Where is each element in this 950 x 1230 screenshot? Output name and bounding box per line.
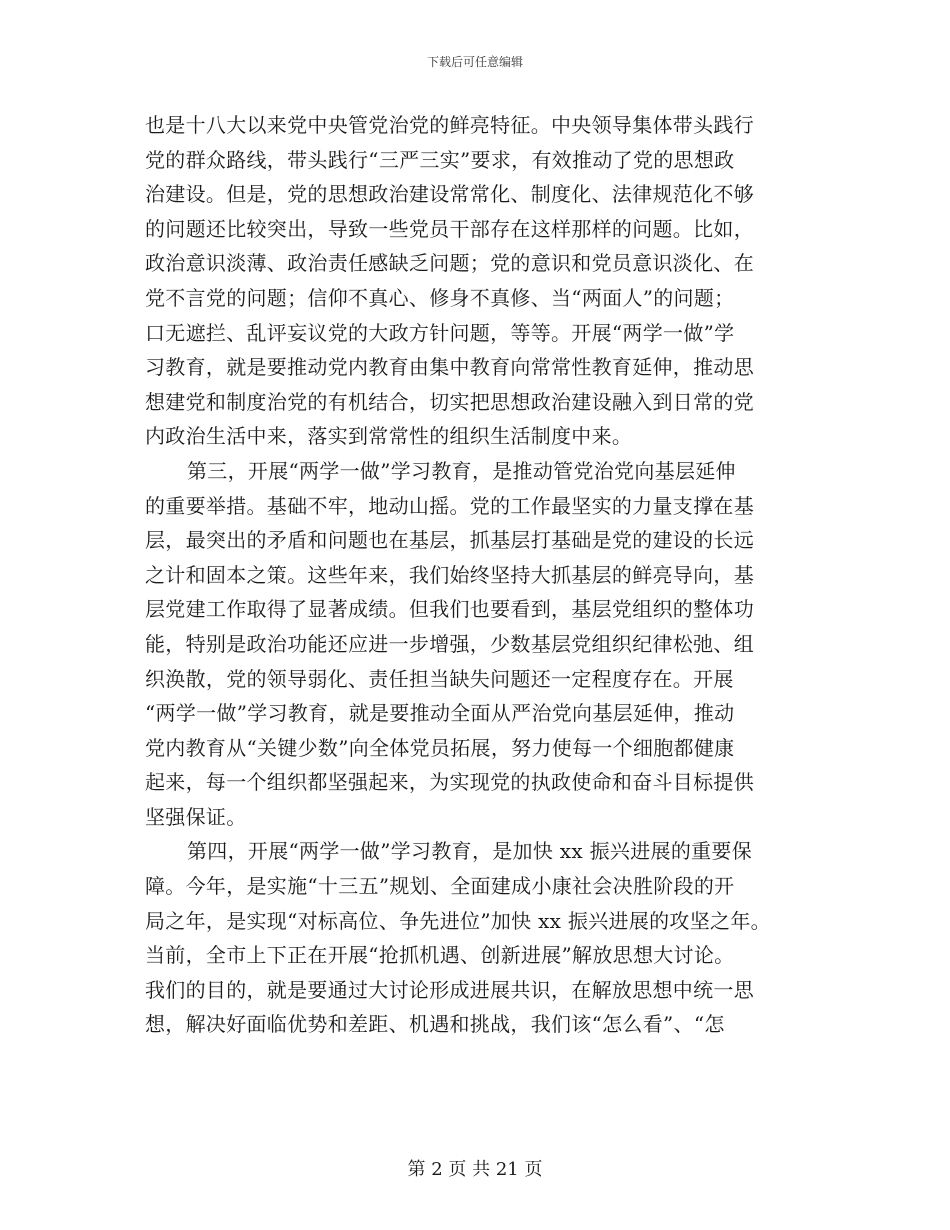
text-line: 也是十八大以来党中央管党治党的鲜亮特征。中央领导集体带头践行 xyxy=(145,113,754,137)
text-line: 的重要举措。基础不牢，地动山摇。党的工作最坚实的力量支撑在基 xyxy=(145,493,754,518)
text-line: 坚强保证。 xyxy=(145,804,247,829)
paragraph-start-line: 第三，开展“两学一做”学习教育，是推动管党治党向基层延伸 xyxy=(187,458,736,483)
text-line: 障。今年，是实施“十三五”规划、全面建成小康社会决胜阶段的开 xyxy=(145,874,735,899)
text-line: 之计和固本之策。这些年来，我们始终坚持大抓基层的鲜亮导向，基 xyxy=(145,562,754,587)
text-line: “两学一做”学习教育，就是要推动全面从严治党向基层延伸，推动 xyxy=(145,701,735,726)
text-line: 我们的目的，就是要通过大讨论形成进展共识，在解放思想中统一思 xyxy=(145,977,754,1002)
text-line: 织涣散，党的领导弱化、责任担当缺失问题还一定程度存在。开展 xyxy=(145,666,734,691)
text-line: 党内教育从“关键少数”向全体党员拓展，努力使每一个细胞都健康 xyxy=(145,735,735,760)
text-line: 内政治生活中来，落实到常常性的组织生活制度中来。 xyxy=(145,424,633,449)
text-line: 的问题还比较突出，导致一些党员干部存在这样那样的问题。比如， xyxy=(145,216,754,241)
text-line: 起来，每一个组织都坚强起来，为实现党的执政使命和奋斗目标提供 xyxy=(145,770,754,795)
text-line: 局之年，是实现“对标高位、争先进位”加快 xx 振兴进展的攻坚之年。 xyxy=(145,908,771,933)
paragraph-start-line: 第四，开展“两学一做”学习教育，是加快 xx 振兴进展的重要保 xyxy=(187,839,753,864)
page-number: 第 2 页 共 21 页 xyxy=(407,1159,543,1180)
page-header-note: 下载后可任意编辑 xyxy=(426,55,523,69)
text-line: 政治意识淡薄、政治责任感缺乏问题；党的意识和党员意识淡化、在 xyxy=(145,251,754,276)
text-line: 治建设。但是，党的思想政治建设常常化、制度化、法律规范化不够 xyxy=(145,182,754,207)
document-body xyxy=(145,108,835,1042)
text-line: 层党建工作取得了显著成绩。但我们也要看到，基层党组织的整体功 xyxy=(145,597,754,622)
text-line: 党的群众路线，带头践行“三严三实”要求，有效推动了党的思想政 xyxy=(145,147,735,172)
text-line: 党不言党的问题；信仰不真心、修身不真修、当“两面人”的问题； xyxy=(145,285,735,310)
text-line: 能，特别是政治功能还应进一步增强，少数基层党组织纪律松弛、组 xyxy=(145,631,754,656)
text-line: 口无遮拦、乱评妄议党的大政方针问题，等等。开展“两学一做”学 xyxy=(145,320,735,345)
text-line: 层，最突出的矛盾和问题也在基层，抓基层打基础是党的建设的长远 xyxy=(145,528,754,553)
text-line: 想建党和制度治党的有机结合，切实把思想政治建设融入到日常的党 xyxy=(145,389,754,414)
text-line: 习教育，就是要推动党内教育由集中教育向常常性教育延伸，推动思 xyxy=(145,355,754,380)
text-line: 当前，全市上下正在开展“抢抓机遇、创新进展”解放思想大讨论。 xyxy=(145,943,735,968)
text-line: 想，解决好面临优势和差距、机遇和挑战，我们该“怎么看”、“怎 xyxy=(145,1012,725,1037)
